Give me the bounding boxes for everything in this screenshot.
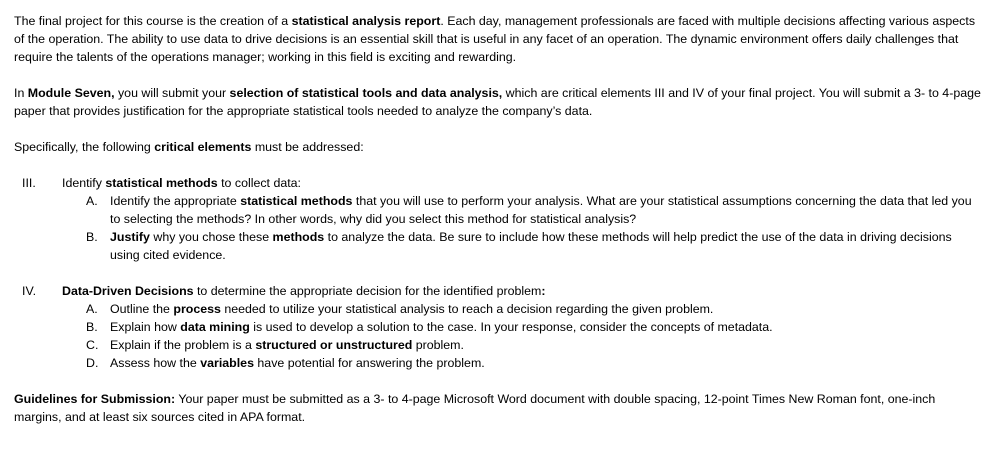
section-iii-text-2: to collect data: [217,176,301,190]
item-bold: methods [272,230,325,244]
section-iv-item-a [14,300,982,318]
section-iv-colon: : [541,284,546,298]
item-letter: D. [86,356,99,370]
module-bold-selection: selection of statistical tools and data analysis, [229,86,503,100]
module-paragraph [14,84,982,120]
item-text-2: have potential for answering the problem. [253,356,485,370]
section-iii-text-1: Identify [62,176,106,190]
section-iii-bold: statistical methods [105,176,218,190]
guidelines-bold: Guidelines for Submission: [14,392,176,406]
spacer [14,66,982,84]
guidelines-paragraph [14,390,982,426]
section-iv-bold: Data-Driven Decisions [62,284,194,298]
section-iii-heading [14,174,982,192]
item-letter: A. [86,194,98,208]
module-text-2: you will submit your [114,86,230,100]
section-iv-heading [14,282,982,300]
intro-bold-report: statistical analysis report [291,14,441,28]
spacer [14,372,982,390]
item-bold: variables [200,356,254,370]
module-bold-seven: Module Seven, [27,86,115,100]
module-text-3: which are critical elements III and IV of your final project. You will submit a 3- to 4-page paper that provides justification for the appropriate statistical tools needed to analyze the company’s data. [14,86,981,118]
spacer [14,156,982,174]
item-bold-justify: Justify [110,230,150,244]
module-text-1: In [14,86,28,100]
item-text-1: why you chose these [149,230,273,244]
document-body [14,12,982,426]
item-letter: A. [86,302,98,316]
item-text-1: Explain if the problem is a [110,338,256,352]
intro-text-1: The final project for this course is the creation of a [14,14,292,28]
intro-paragraph [14,12,982,66]
item-text-2: problem. [412,338,464,352]
item-text-2: is used to develop a solution to the case. In your response, consider the concepts of metadata. [249,320,773,334]
section-iii-number: III. [22,176,36,190]
item-text-1: Identify the appropriate [110,194,241,208]
spacer [14,120,982,138]
spacer [14,264,982,282]
section-iii-item-a [14,192,982,228]
item-text-1: Assess how the [110,356,201,370]
specifically-text-1: Specifically, the following [14,140,155,154]
specifically-paragraph [14,138,982,156]
section-iv-number: IV. [22,284,37,298]
item-letter: B. [86,320,98,334]
section-iv-item-d [14,354,982,372]
item-letter: C. [86,338,99,352]
item-letter: B. [86,230,98,244]
specifically-text-2: must be addressed: [251,140,364,154]
section-iii-item-b [14,228,982,264]
item-bold: statistical methods [240,194,353,208]
item-text-2: needed to utilize your statistical analysis to reach a decision regarding the given problem. [220,302,714,316]
item-text-2: that you will use to perform your analysis. What are your statistical assumptions concerning the data that led you to selecting the methods? In other words, why did you select this method for statistical analysis? [110,194,972,226]
section-iv-item-c [14,336,982,354]
item-bold: data mining [180,320,250,334]
specifically-bold-elements: critical elements [154,140,252,154]
item-text-1: Explain how [110,320,181,334]
section-iv-item-b [14,318,982,336]
item-bold: structured or unstructured [255,338,413,352]
item-text-1: Outline the [110,302,174,316]
item-text-2: to analyze the data. Be sure to include how these methods will help predict the use of the data in driving decisions using cited evidence. [110,230,952,262]
item-bold: process [173,302,221,316]
section-iv-text-1: to determine the appropriate decision for the identified problem [193,284,542,298]
intro-text-2: . Each day, management professionals are faced with multiple decisions affecting various aspects of the operation. The ability to use data to drive decisions is an essential skill that is useful in any facet of an operation. The dynamic environment offers daily challenges that require the talents of the operations manager; working in this field is exciting and rewarding. [14,14,976,64]
guidelines-text: Your paper must be submitted as a 3- to 4-page Microsoft Word document with double spacing, 12-point Times New Roman font, one-inch margins, and at least six sources cited in APA format. [14,392,936,424]
